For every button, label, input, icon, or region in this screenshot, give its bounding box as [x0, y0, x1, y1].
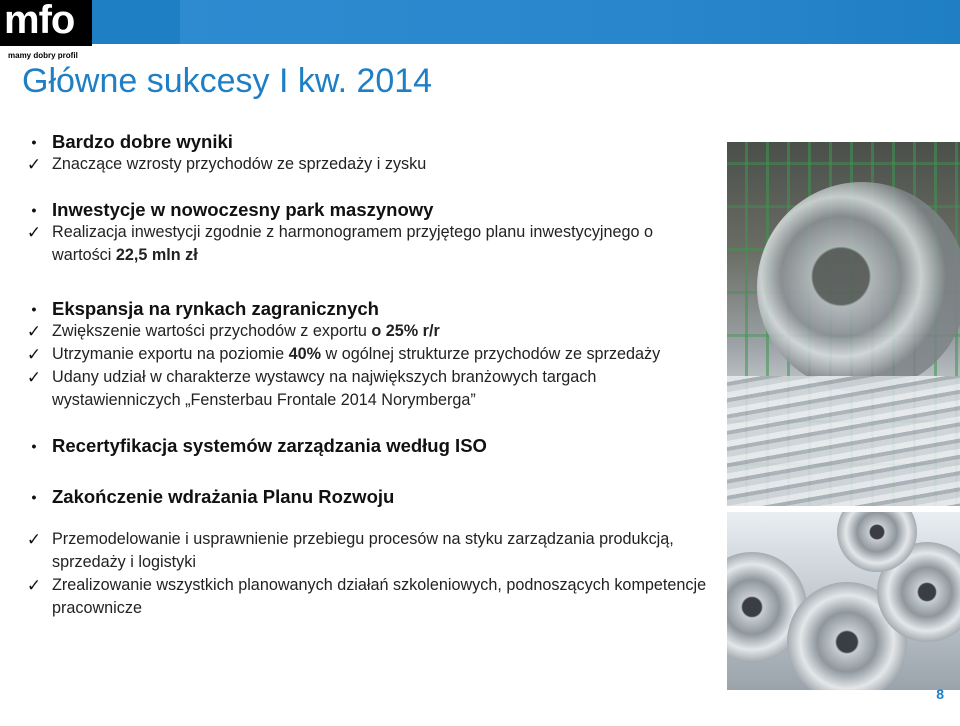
- steel-coil-image: [757, 182, 960, 392]
- section-heading: • Inwestycje w nowoczesny park maszynowy: [24, 198, 714, 221]
- bullet-icon: •: [31, 301, 37, 317]
- section-heading: • Recertyfikacja systemów zarządzania według ISO: [24, 434, 714, 457]
- section-heading: • Bardzo dobre wyniki: [24, 130, 714, 153]
- header-gradient: [180, 0, 960, 44]
- factory-photo: [727, 142, 960, 506]
- bullet-icon: •: [31, 489, 37, 505]
- checklist-item: ✓ Realizacja inwestycji zgodnie z harmonogramem przyjętego planu inwestycyjnego o wartości 22,5 mln zł: [24, 221, 714, 267]
- slide-content: [24, 130, 714, 620]
- checklist-item: ✓ Przemodelowanie i usprawnienie przebiegu procesów na styku zarządzania produkcją, sprzedaży i logistyki: [24, 528, 714, 574]
- page-number: 8: [936, 686, 944, 702]
- checkmark-icon: ✓: [26, 322, 42, 341]
- checkmark-icon: ✓: [26, 345, 42, 364]
- checkmark-icon: ✓: [26, 368, 42, 387]
- checklist-item: ✓ Zwiększenie wartości przychodów z exportu o 25% r/r: [24, 320, 714, 343]
- checklist-item: ✓ Zrealizowanie wszystkich planowanych działań szkoleniowych, podnoszących kompetencje pracownicze: [24, 574, 714, 620]
- checklist-item: ✓ Udany udział w charakterze wystawcy na największych branżowych targach wystawienniczych „Fensterbau Frontale 2014 Norymberga”: [24, 366, 714, 412]
- checkmark-icon: ✓: [26, 155, 42, 174]
- steel-coils-photo: [727, 512, 960, 690]
- section-heading: • Zakończenie wdrażania Planu Rozwoju: [24, 485, 714, 508]
- mfo-logo: [0, 0, 88, 58]
- logo-tagline: mamy dobry profil: [8, 51, 78, 60]
- section-heading: • Ekspansja na rynkach zagranicznych: [24, 297, 714, 320]
- logo-text: mfo: [4, 0, 75, 42]
- bullet-icon: •: [31, 438, 37, 454]
- bullet-icon: •: [31, 134, 37, 150]
- header-bar: [0, 0, 960, 44]
- bullet-icon: •: [31, 202, 37, 218]
- steel-sheets-image: [727, 376, 960, 506]
- page-title: Główne sukcesy I kw. 2014: [22, 62, 433, 100]
- checkmark-icon: ✓: [26, 576, 42, 595]
- checklist-item: ✓ Znaczące wzrosty przychodów ze sprzedaży i zysku: [24, 153, 714, 176]
- checkmark-icon: ✓: [26, 223, 42, 242]
- checklist-item: ✓ Utrzymanie exportu na poziomie 40% w ogólnej strukturze przychodów ze sprzedaży: [24, 343, 714, 366]
- checkmark-icon: ✓: [26, 530, 42, 549]
